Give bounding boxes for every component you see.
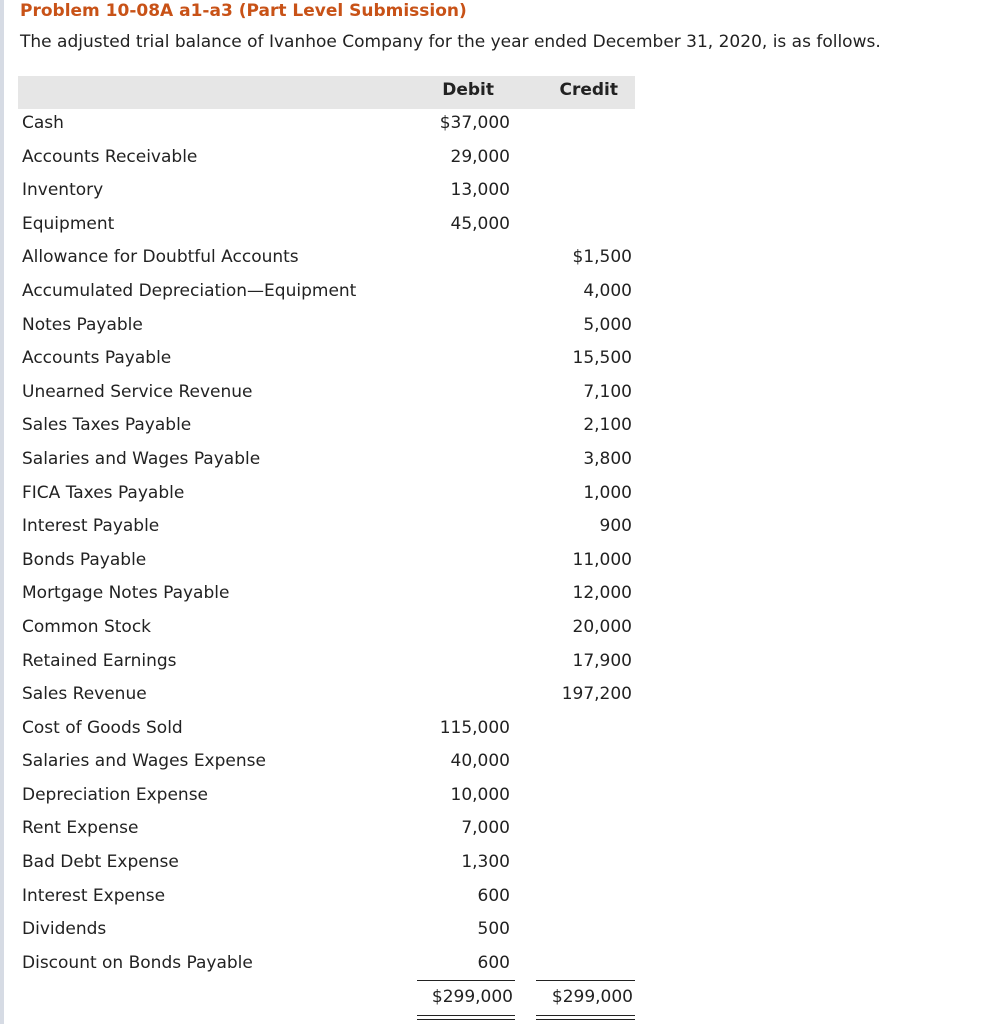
account-name: Notes Payable	[22, 314, 143, 335]
credit-amount: 3,800	[583, 448, 632, 469]
credit-column-header: Credit	[559, 80, 618, 100]
debit-double-underline	[417, 1015, 515, 1020]
account-name: Bad Debt Expense	[22, 852, 179, 873]
account-name: Sales Revenue	[22, 684, 147, 705]
account-name: Accounts Payable	[22, 348, 172, 369]
credit-total: $299,000	[551, 987, 633, 1007]
table-row	[18, 745, 635, 779]
problem-intro: The adjusted trial balance of Ivanhoe Company for the year ended December 31, 2020, is as follows.	[20, 32, 881, 52]
debit-amount: 500	[477, 919, 510, 940]
credit-total-cell	[536, 980, 635, 1021]
credit-amount: 17,900	[572, 650, 632, 671]
credit-double-underline	[536, 1015, 635, 1020]
account-name: Bonds Payable	[22, 549, 147, 570]
account-name: Salaries and Wages Payable	[22, 448, 261, 469]
debit-column-header: Debit	[442, 80, 494, 100]
credit-amount: 5,000	[583, 314, 632, 335]
table-row	[18, 174, 635, 208]
debit-amount: 13,000	[450, 180, 510, 201]
table-row	[18, 947, 635, 981]
account-name: Mortgage Notes Payable	[22, 583, 230, 604]
table-row	[18, 309, 635, 343]
credit-amount: 12,000	[572, 583, 632, 604]
account-name: Depreciation Expense	[22, 784, 209, 805]
account-name: Inventory	[22, 180, 104, 201]
credit-amount: 197,200	[561, 684, 632, 705]
debit-amount: 1,300	[461, 852, 510, 873]
account-name: Common Stock	[22, 616, 152, 637]
table-row	[18, 846, 635, 880]
account-name: Accumulated Depreciation—Equipment	[22, 280, 357, 301]
account-name: Cash	[22, 113, 64, 133]
account-name: Cost of Goods Sold	[22, 717, 183, 738]
account-name: Retained Earnings	[22, 650, 177, 671]
account-name: Sales Taxes Payable	[22, 415, 192, 436]
credit-amount: 20,000	[572, 616, 632, 637]
debit-amount: 600	[477, 885, 510, 906]
table-row	[18, 141, 635, 175]
debit-amount: 40,000	[450, 751, 510, 772]
problem-title: Problem 10-08A a1-a3 (Part Level Submission)	[20, 1, 467, 21]
table-row	[18, 409, 635, 443]
table-row	[18, 913, 635, 947]
credit-amount: $1,500	[572, 247, 632, 268]
credit-amount: 11,000	[572, 549, 632, 570]
account-name: Interest Payable	[22, 516, 160, 537]
table-row	[18, 544, 635, 578]
account-name: FICA Taxes Payable	[22, 482, 185, 503]
left-border-rule	[0, 0, 4, 1024]
debit-amount: 115,000	[439, 717, 510, 738]
debit-total: $299,000	[431, 987, 513, 1007]
debit-amount: 10,000	[450, 784, 510, 805]
table-row	[18, 443, 635, 477]
table-body	[18, 107, 635, 980]
credit-amount: 7,100	[583, 381, 632, 402]
credit-amount: 4,000	[583, 280, 632, 301]
table-row	[18, 577, 635, 611]
table-row	[18, 812, 635, 846]
table-row	[18, 208, 635, 242]
account-name: Interest Expense	[22, 885, 166, 906]
debit-total-cell	[417, 980, 515, 1021]
table-row	[18, 342, 635, 376]
debit-amount: 600	[477, 952, 510, 973]
credit-amount: 15,500	[572, 348, 632, 369]
account-name: Accounts Receivable	[22, 146, 198, 167]
table-row	[18, 241, 635, 275]
table-row	[18, 779, 635, 813]
table-row	[18, 611, 635, 645]
table-row	[18, 376, 635, 410]
totals-row	[18, 980, 635, 1024]
account-name: Equipment	[22, 213, 115, 234]
credit-amount: 1,000	[583, 482, 632, 503]
table-row	[18, 510, 635, 544]
account-name: Allowance for Doubtful Accounts	[22, 247, 299, 268]
account-name: Dividends	[22, 919, 107, 940]
account-name: Unearned Service Revenue	[22, 381, 253, 402]
table-header-row	[18, 76, 635, 109]
table-row	[18, 712, 635, 746]
credit-amount: 2,100	[583, 415, 632, 436]
table-row	[18, 678, 635, 712]
account-name: Salaries and Wages Expense	[22, 751, 266, 772]
table-row	[18, 275, 635, 309]
debit-amount: 45,000	[450, 213, 510, 234]
table-row	[18, 880, 635, 914]
table-row	[18, 645, 635, 679]
debit-amount: 7,000	[461, 818, 510, 839]
table-row	[18, 477, 635, 511]
debit-amount: 29,000	[450, 146, 510, 167]
credit-amount: 900	[599, 516, 632, 537]
table-row	[18, 107, 635, 141]
debit-amount: $37,000	[439, 113, 510, 133]
account-name: Rent Expense	[22, 818, 139, 839]
account-name: Discount on Bonds Payable	[22, 952, 253, 973]
